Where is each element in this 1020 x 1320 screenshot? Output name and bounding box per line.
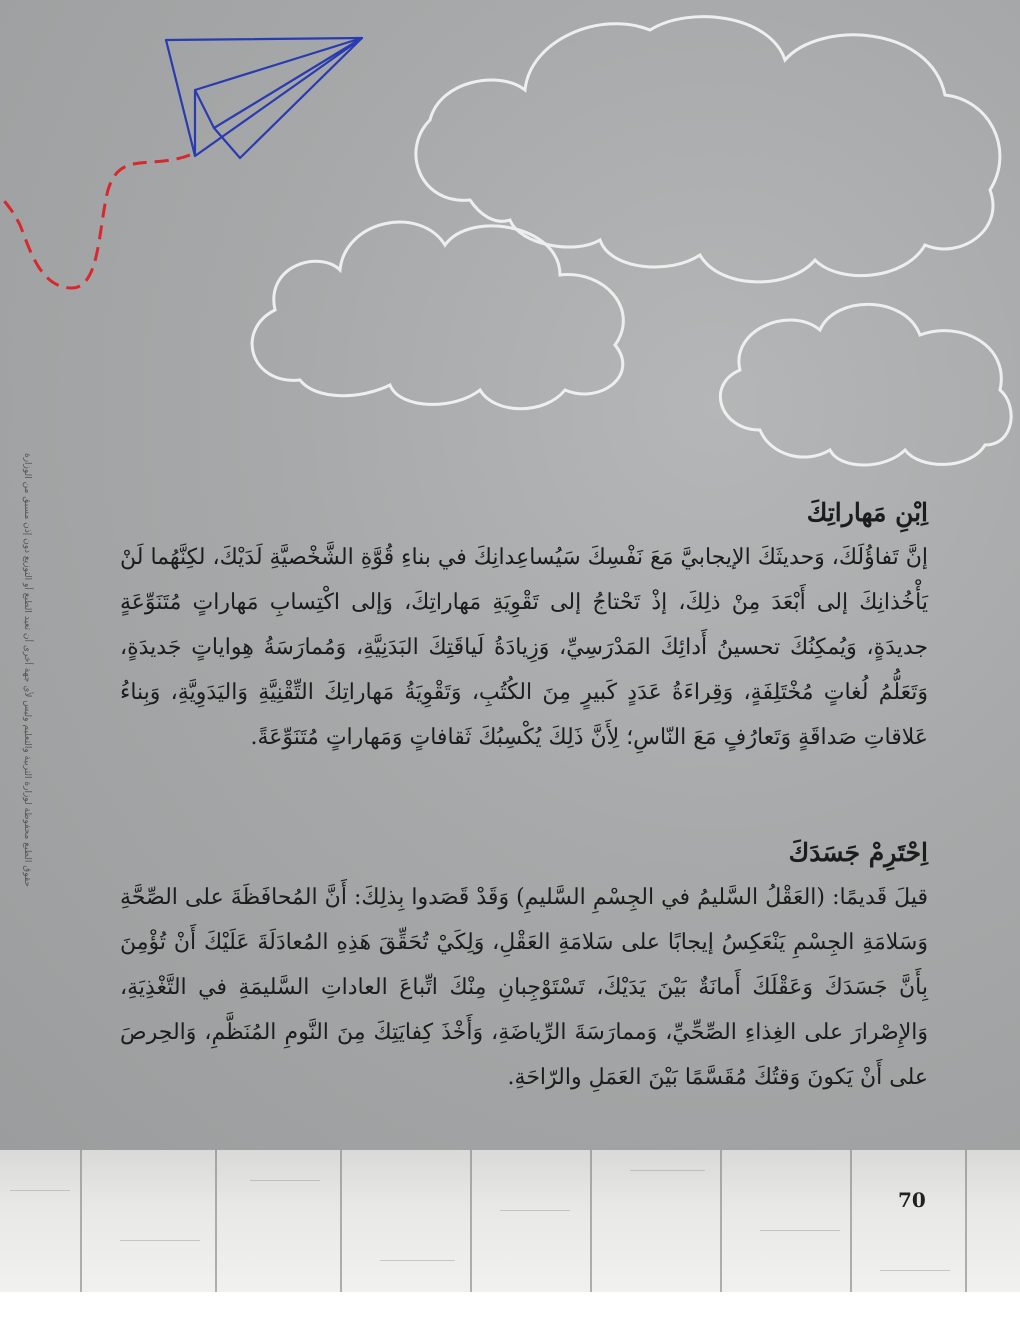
side-copyright-note xyxy=(2,310,32,1030)
page-number: 70 xyxy=(898,1188,926,1212)
section-build-skills xyxy=(120,498,928,760)
cloud-icon xyxy=(720,304,1011,465)
wooden-floor xyxy=(0,1150,1020,1292)
section-heading: اِحْتَرِمْ جَسَدَكَ xyxy=(788,838,928,867)
side-copyright-text: حقوق الطبع محفوظة لوزارة التربية والتعليم وليس لأي جهة أخرى أن تعيد الطبع أو التوزيع دون إذن مسبق من الوزارة xyxy=(22,453,32,887)
paper-plane-icon xyxy=(166,38,362,158)
flight-trail-icon xyxy=(0,155,190,288)
section-heading: اِبْنِ مَهاراتِكَ xyxy=(806,498,928,527)
cloud-icon xyxy=(416,17,1000,282)
section-body: قيلَ قَديمًا: (العَقْلُ السَّليمُ في الجِسْمِ السَّليمِ) وَقَدْ قَصَدوا بِذلِكَ: أَنَّ المُحافَظَةَ على الصِّحَّةِ وَسَلامَةِ الجِسْمِ يَنْعَكِسُ إيجابًا على سَلامَةِ العَقْلِ، وَلِكَيْ تُحَقِّقَ هَذِهِ المُعادَلَةَ عَلَيْكَ أَنْ تُؤْمِنَ بِأَنَّ جَسَدَكَ وَعَقْلَكَ أَمانَةٌ بَيْنَ يَدَيْكَ، تَسْتَوْجِبانِ مِنْكَ اتِّباعَ العاداتِ السَّليمَةِ في التَّغْذِيَةِ، وَالإِصْرارَ على الغِذاءِ الصِّحِّيِّ، وَممارَسَةَ الرِّياضَةِ، وَأَخْذَ كِفايَتِكَ مِنَ النَّومِ المُنَظَّمِ، وَالحِرصَ على أَنْ يَكونَ وَقتُكَ مُقَسَّمًا بَيْنَ العَمَلِ والرّاحَةِ. xyxy=(120,885,928,1090)
cloud-icon xyxy=(252,222,623,409)
section-respect-body xyxy=(120,838,928,1100)
section-body: إنَّ تَفاؤُلَكَ، وَحديثَكَ الإيجابيَّ مَعَ نَفْسِكَ سَيُساعِدانِكَ في بناءِ قُوَّةِ الشَّخْصيَّةِ لَدَيْكَ، لكِنَّهُما لَنْ يَأْخُذانِكَ إلى أَبْعَدَ مِنْ ذلِكَ، إذْ تَحْتاجُ إلى تَقْوِيَةِ مَهاراتِكَ، وَإلى اكْتِسابِ مَهاراتٍ مُتَنَوِّعَةٍ جديدَةٍ، وَيُمكِنُكَ تحسينُ أَدائِكَ المَدْرَسِيِّ، وَزِيادَةُ لَياقَتِكَ البَدَنِيَّةِ، وَمُمارَسَةُ هِواياتٍ جَديدَةٍ، وَتَعَلُّمُ لُغاتٍ مُخْتَلِفَةٍ، وَقِراءَةُ عَدَدٍ كَبيرٍ مِنَ الكُتُبِ، وَتَقْوِيَةُ مَهاراتِكَ التِّقْنِيَّةِ وَاليَدَوِيَّةِ، وَبِناءُ عَلاقاتِ صَداقَةٍ وَتَعارُفٍ مَعَ النّاسِ؛ لِأَنَّ ذَلِكَ يُكْسِبُكَ ثَقافاتٍ وَمَهاراتٍ مُتَنَوِّعَةً. xyxy=(120,545,928,750)
